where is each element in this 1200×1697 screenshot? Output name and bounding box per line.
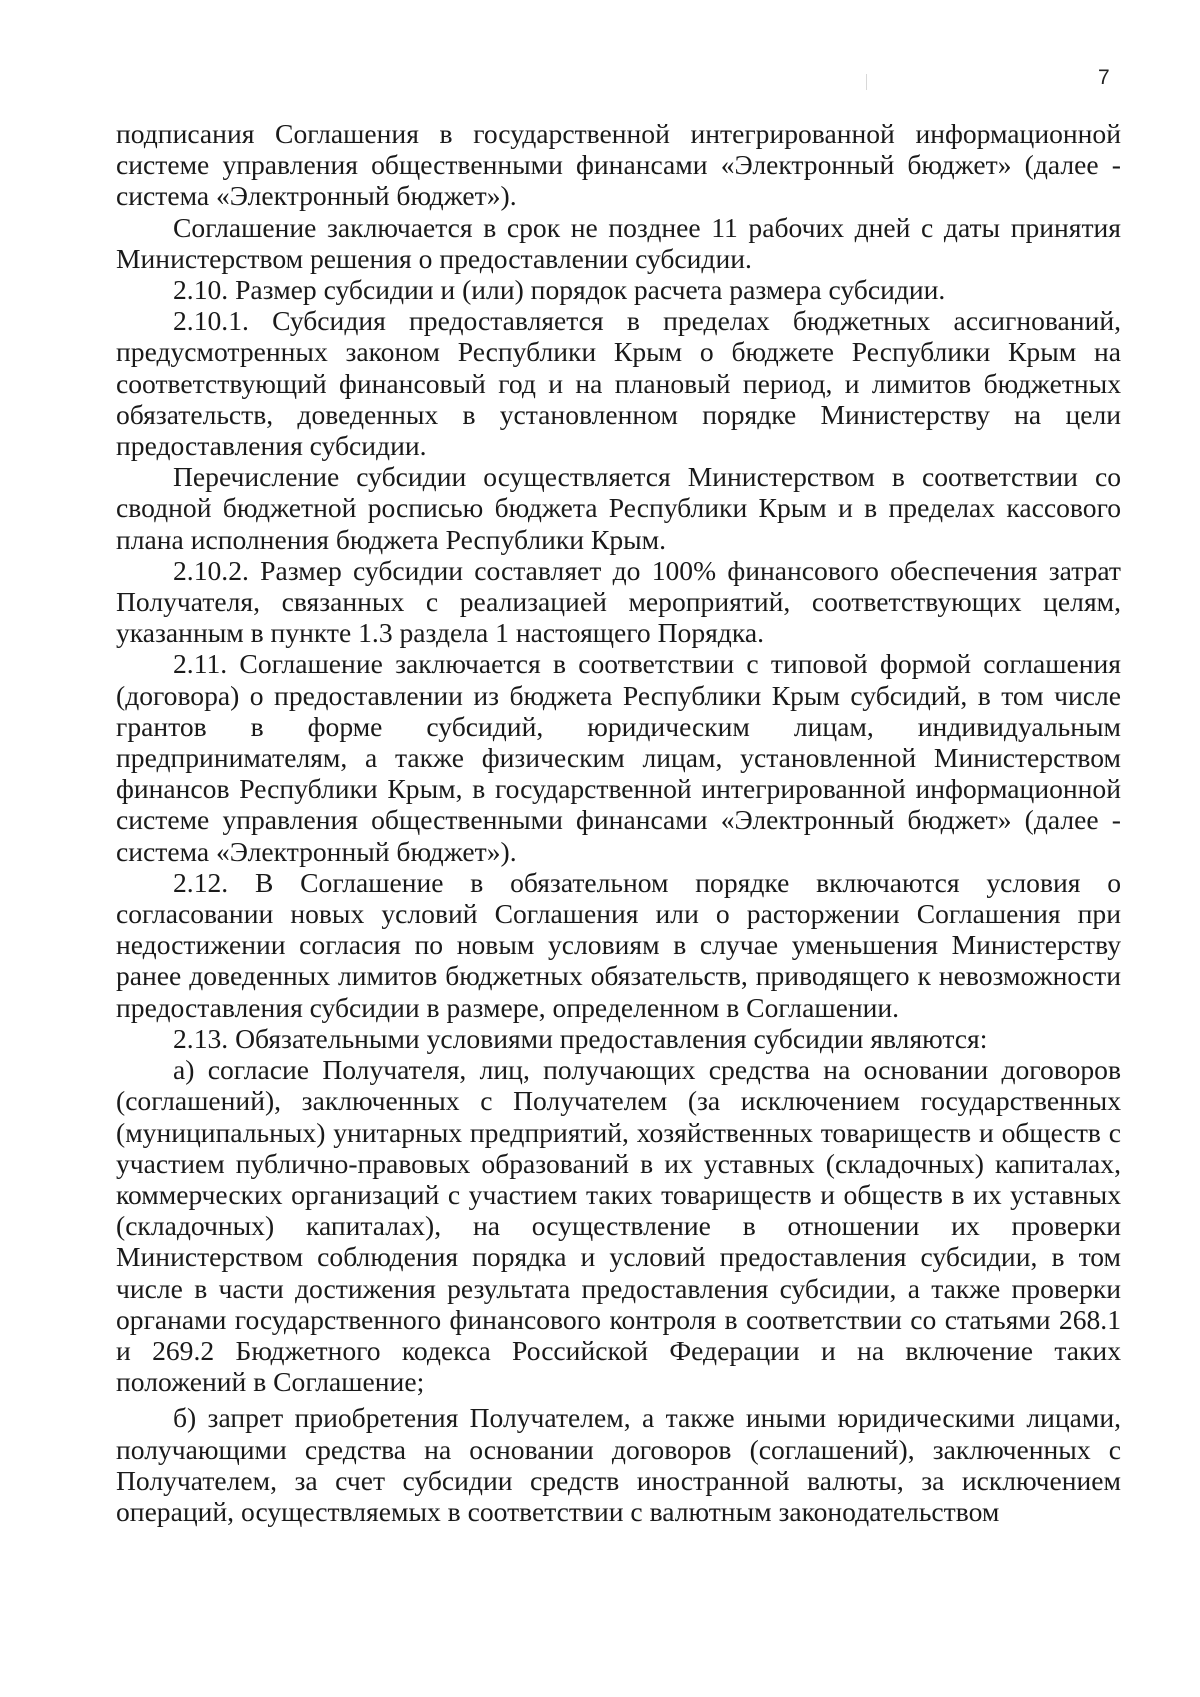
paragraph-agreement-deadline: Соглашение заключается в срок не позднее 11 рабочих дней с даты принятия Министерством решения о предоставлении субсидии.: [116, 211, 1121, 274]
paragraph-2-12: 2.12. В Соглашение в обязательном порядке включаются условия о согласовании новых условий Соглашения или о расторжении Соглашения при недостижении согласия по новым условиям в случае уменьшения Министерству ранее доведенных лимитов бюджетных обязательств, приводящего к невозможности предоставления субсидии в размере, определенном в Соглашении.: [116, 866, 1121, 1023]
scan-artifact: [866, 74, 867, 90]
paragraph-continuation: подписания Соглашения в государственной интегрированной информационной системе управления общественными финансами «Электронный бюджет» (далее - система «Электронный бюджет»).: [116, 118, 1121, 212]
paragraph-item-a: а) согласие Получателя, лиц, получающих средства на основании договоров (соглашений), заключенных с Получателем (за исключением государственных (муниципальных) унитарных предприятий, хозяйственных товариществ и обществ с участием публично-правовых образований в их уставных (складочных) капиталах, коммерческих организаций с участием таких товариществ и обществ в их уставных (складочных) капиталах), на осуществление в отношении их проверки Министерством соблюдения порядка и условий предоставления субсидии, в том числе в части достижения результата предоставления субсидии, а также проверки органами государственного финансового контроля в соответствии со статьями 268.1 и 269.2 Бюджетного кодекса Российской Федерации и на включение таких положений в Соглашение;: [116, 1054, 1121, 1398]
paragraph-2-10-1: 2.10.1. Субсидия предоставляется в пределах бюджетных ассигнований, предусмотренных законом Республики Крым о бюджете Республики Крым на соответствующий финансовый год и на плановый период, и лимитов бюджетных обязательств, доведенных в установленном порядке Министерству на цели предоставления субсидии.: [116, 305, 1121, 462]
page-number: 7: [1098, 66, 1110, 89]
paragraph-2-10: 2.10. Размер субсидии и (или) порядок расчета размера субсидии.: [173, 274, 946, 306]
paragraph-item-b: б) запрет приобретения Получателем, а также иными юридическими лицами, получающими средства на основании договоров (соглашений), заключенных с Получателем, за счет субсидии средств иностранной валюты, за исключением операций, осуществляемых в соответствии с валютным законодательством: [116, 1402, 1121, 1527]
paragraph-2-13: 2.13. Обязательными условиями предоставления субсидии являются:: [173, 1022, 988, 1054]
paragraph-2-10-2: 2.10.2. Размер субсидии составляет до 100% финансового обеспечения затрат Получателя, связанных с реализацией мероприятий, соответствующих целям, указанным в пункте 1.3 раздела 1 настоящего Порядка.: [116, 554, 1121, 649]
paragraph-transfer: Перечисление субсидии осуществляется Министерством в соответствии со сводной бюджетной росписью бюджета Республики Крым и в пределах кассового плана исполнения бюджета Республики Крым.: [116, 461, 1121, 555]
document-body: [116, 118, 1121, 1527]
paragraph-2-11: 2.11. Соглашение заключается в соответствии с типовой формой соглашения (договора) о предоставлении из бюджета Республики Крым субсидий, в том числе грантов в форме субсидий, юридическим лицам, индивидуальным предпринимателям, а также физическим лицам, установленной Министерством финансов Республики Крым, в государственной интегрированной информационной системе управления общественными финансами «Электронный бюджет» (далее - система «Электронный бюджет»).: [116, 648, 1121, 867]
